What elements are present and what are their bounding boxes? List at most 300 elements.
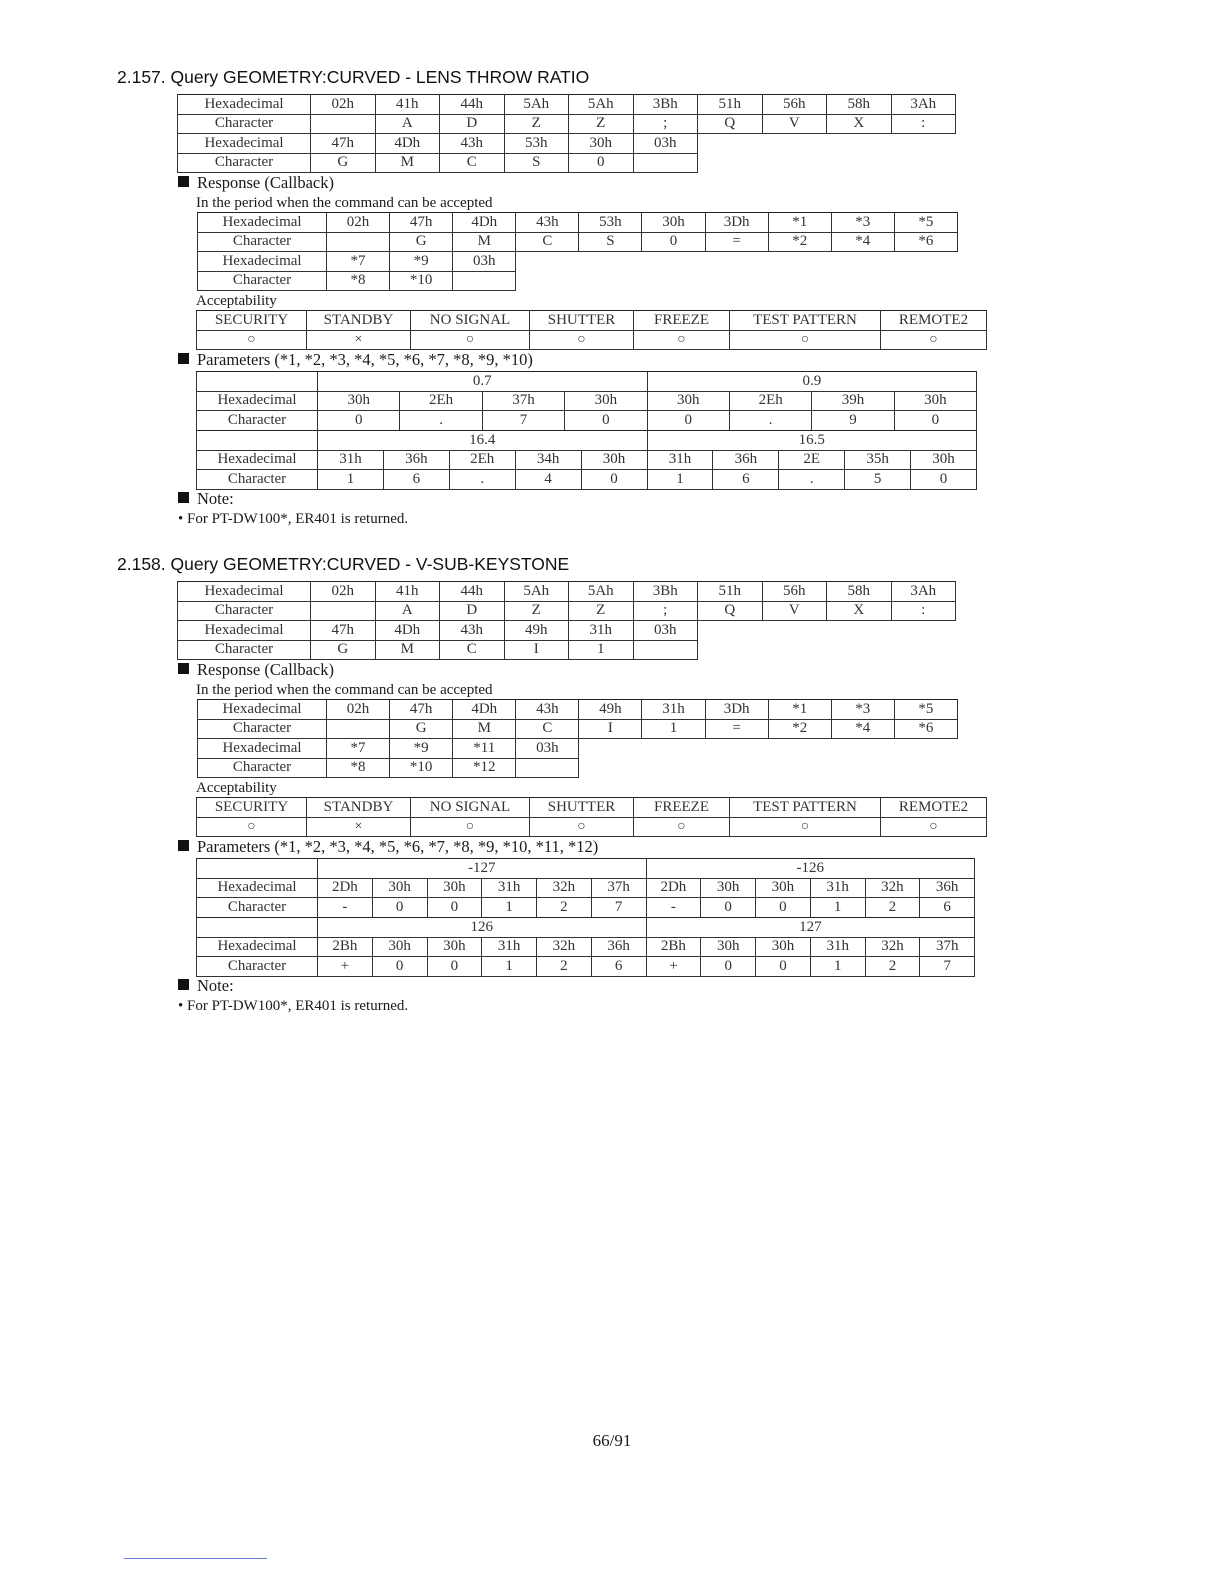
acceptability-table xyxy=(196,310,987,350)
char-cell: C xyxy=(516,719,579,739)
hex-cell: 47h xyxy=(311,621,376,641)
char-cell: Q xyxy=(698,601,763,621)
parameters-heading xyxy=(178,837,598,857)
command-table xyxy=(177,581,956,660)
hex-cell: *5 xyxy=(894,700,957,720)
char-cell: I xyxy=(504,640,569,660)
acceptability-header: SHUTTER xyxy=(530,798,634,818)
char-cell: G xyxy=(390,719,453,739)
char-cell: *4 xyxy=(831,719,894,739)
char-label: Character xyxy=(197,470,318,490)
char-cell: 0 xyxy=(581,470,647,490)
acceptability-header: STANDBY xyxy=(307,798,411,818)
char-cell: C xyxy=(516,232,579,252)
char-cell: Z xyxy=(504,114,569,134)
char-cell: S xyxy=(579,232,642,252)
acceptability-header: FREEZE xyxy=(634,311,730,331)
char-label: Character xyxy=(198,719,327,739)
char-cell: 0 xyxy=(642,232,705,252)
char-cell: 0 xyxy=(427,898,482,918)
hex-cell: 56h xyxy=(762,95,827,115)
hex-cell: 30h xyxy=(372,937,427,957)
hex-cell: 30h xyxy=(647,391,729,411)
char-cell: *2 xyxy=(768,232,831,252)
hex-cell: 58h xyxy=(827,95,892,115)
hex-cell: 5Ah xyxy=(569,582,634,602)
hex-cell: 37h xyxy=(482,391,564,411)
response-heading xyxy=(178,173,334,193)
bullet-square-icon xyxy=(178,353,189,364)
acceptability-value: ○ xyxy=(730,330,881,350)
note-text: • For PT-DW100*, ER401 is returned. xyxy=(178,511,409,527)
empty-cell xyxy=(698,640,956,660)
char-cell: G xyxy=(311,640,376,660)
acceptability-value: ○ xyxy=(881,330,987,350)
hex-cell: 31h xyxy=(810,878,865,898)
char-cell: X xyxy=(827,114,892,134)
response-title: Response (Callback) xyxy=(197,173,335,192)
hex-cell: *3 xyxy=(831,213,894,233)
acceptability-header: NO SIGNAL xyxy=(411,798,530,818)
hex-cell: 02h xyxy=(327,213,390,233)
hex-cell: 2Dh xyxy=(646,878,701,898)
hex-cell: 32h xyxy=(537,937,592,957)
char-cell: V xyxy=(762,601,827,621)
bullet-square-icon xyxy=(178,840,189,851)
char-cell xyxy=(633,640,698,660)
hex-cell: 34h xyxy=(515,450,581,470)
hex-cell: 03h xyxy=(633,134,698,154)
hex-cell: 41h xyxy=(375,95,440,115)
hex-cell: 03h xyxy=(633,621,698,641)
empty-cell xyxy=(698,134,956,154)
char-cell: 0 xyxy=(756,898,811,918)
hex-cell: *1 xyxy=(768,213,831,233)
hex-cell: 32h xyxy=(537,878,592,898)
acceptability-header: NO SIGNAL xyxy=(411,311,530,331)
hex-cell: *1 xyxy=(768,700,831,720)
acceptability-header: TEST PATTERN xyxy=(730,311,881,331)
char-cell: 0 xyxy=(911,470,977,490)
parameters-table xyxy=(196,858,975,918)
char-cell: *12 xyxy=(453,758,516,778)
char-cell: *8 xyxy=(327,758,390,778)
char-label: Character xyxy=(197,411,318,431)
empty-cell xyxy=(698,621,956,641)
hex-cell: 49h xyxy=(579,700,642,720)
group-spacer xyxy=(197,431,318,451)
hex-cell: 39h xyxy=(812,391,894,411)
hex-label: Hexadecimal xyxy=(197,878,318,898)
group-label: 0.7 xyxy=(318,372,648,392)
hex-cell: 30h xyxy=(642,213,705,233)
char-cell: 2 xyxy=(537,898,592,918)
char-cell: 9 xyxy=(812,411,894,431)
char-cell: G xyxy=(311,153,376,173)
char-cell: S xyxy=(504,153,569,173)
char-cell xyxy=(453,271,516,291)
group-label: 16.5 xyxy=(647,431,977,451)
char-cell: *4 xyxy=(831,232,894,252)
hex-cell: *7 xyxy=(327,739,390,759)
acceptability-value: ○ xyxy=(197,817,307,837)
char-cell: M xyxy=(453,719,516,739)
hex-label: Hexadecimal xyxy=(198,252,327,272)
char-cell: 4 xyxy=(515,470,581,490)
hex-label: Hexadecimal xyxy=(197,937,318,957)
acceptability-value: ○ xyxy=(634,330,730,350)
response-table xyxy=(197,699,958,778)
hex-cell: 3Bh xyxy=(633,95,698,115)
char-cell: 1 xyxy=(647,470,713,490)
char-cell: 5 xyxy=(845,470,911,490)
hex-cell: 36h xyxy=(591,937,646,957)
hex-cell: 47h xyxy=(390,213,453,233)
hex-cell: 30h xyxy=(427,937,482,957)
char-cell: 2 xyxy=(865,898,920,918)
hex-cell: 44h xyxy=(440,95,505,115)
hex-cell: 47h xyxy=(390,700,453,720)
hex-cell: 5Ah xyxy=(569,95,634,115)
hex-cell: *9 xyxy=(390,739,453,759)
char-cell: M xyxy=(375,640,440,660)
acceptability-header: SHUTTER xyxy=(530,311,634,331)
char-cell: *10 xyxy=(390,758,453,778)
char-cell: 2 xyxy=(537,957,592,977)
hex-cell: 31h xyxy=(318,450,384,470)
hex-cell: 03h xyxy=(516,739,579,759)
group-label: 127 xyxy=(646,918,975,938)
char-cell: 0 xyxy=(894,411,976,431)
hex-cell: 30h xyxy=(701,937,756,957)
empty-cell xyxy=(579,739,958,759)
char-cell: . xyxy=(400,411,482,431)
note-text: • For PT-DW100*, ER401 is returned. xyxy=(178,998,409,1014)
char-cell: Z xyxy=(569,601,634,621)
acceptability-header: TEST PATTERN xyxy=(730,798,881,818)
hex-cell: 41h xyxy=(375,582,440,602)
char-cell: . xyxy=(449,470,515,490)
group-label: -126 xyxy=(646,859,975,879)
parameters-heading xyxy=(178,350,533,370)
group-spacer xyxy=(197,372,318,392)
char-cell: A xyxy=(375,601,440,621)
char-cell: 1 xyxy=(810,898,865,918)
group-label: 126 xyxy=(318,918,647,938)
hex-cell: 3Ah xyxy=(891,95,956,115)
hex-cell: 43h xyxy=(440,134,505,154)
response-heading xyxy=(178,660,334,680)
char-cell: G xyxy=(390,232,453,252)
hex-label: Hexadecimal xyxy=(178,582,311,602)
hex-cell: 3Bh xyxy=(633,582,698,602)
section-heading: 2.158. Query GEOMETRY:CURVED - V-SUB-KEYSTONE xyxy=(117,554,570,574)
char-label: Character xyxy=(198,758,327,778)
empty-cell xyxy=(579,758,958,778)
hex-label: Hexadecimal xyxy=(197,450,318,470)
acceptability-header: REMOTE2 xyxy=(881,798,987,818)
hex-cell: 30h xyxy=(911,450,977,470)
char-cell xyxy=(327,719,390,739)
hex-cell: 56h xyxy=(762,582,827,602)
hex-cell: *3 xyxy=(831,700,894,720)
char-cell: + xyxy=(646,957,701,977)
hex-cell: 2Eh xyxy=(400,391,482,411)
char-cell: : xyxy=(891,601,956,621)
hex-cell: 53h xyxy=(504,134,569,154)
char-cell: 2 xyxy=(865,957,920,977)
hex-cell: 30h xyxy=(318,391,400,411)
char-cell: C xyxy=(440,640,505,660)
char-cell: M xyxy=(453,232,516,252)
hex-label: Hexadecimal xyxy=(198,700,327,720)
hex-cell: 43h xyxy=(440,621,505,641)
char-cell: 1 xyxy=(482,898,537,918)
char-cell: 0 xyxy=(701,957,756,977)
char-cell xyxy=(327,232,390,252)
empty-cell xyxy=(698,153,956,173)
char-cell: D xyxy=(440,114,505,134)
hex-cell: 32h xyxy=(865,937,920,957)
parameters-table xyxy=(196,430,977,490)
char-cell: M xyxy=(375,153,440,173)
char-cell: = xyxy=(705,719,768,739)
char-cell: I xyxy=(579,719,642,739)
hex-cell: 30h xyxy=(581,450,647,470)
response-title: Response (Callback) xyxy=(197,660,335,679)
hex-cell: 02h xyxy=(311,582,376,602)
hex-cell: 30h xyxy=(756,937,811,957)
hex-cell: 3Ah xyxy=(891,582,956,602)
acceptability-label: Acceptability xyxy=(196,293,277,309)
acceptability-header: FREEZE xyxy=(634,798,730,818)
footer-rule xyxy=(124,1558,267,1559)
acceptability-label: Acceptability xyxy=(196,780,277,796)
note-heading xyxy=(178,976,234,996)
response-note: In the period when the command can be accepted xyxy=(196,195,493,211)
response-note: In the period when the command can be accepted xyxy=(196,682,493,698)
char-cell: C xyxy=(440,153,505,173)
hex-cell: 31h xyxy=(482,878,537,898)
acceptability-value: × xyxy=(307,817,411,837)
char-cell: A xyxy=(375,114,440,134)
hex-cell: 31h xyxy=(482,937,537,957)
acceptability-header: REMOTE2 xyxy=(881,311,987,331)
char-cell: *10 xyxy=(390,271,453,291)
hex-cell: 2Eh xyxy=(729,391,811,411)
parameters-title: Parameters (*1, *2, *3, *4, *5, *6, *7, *8, *9, *10, *11, *12) xyxy=(197,837,599,856)
char-cell: 0 xyxy=(756,957,811,977)
hex-cell: 30h xyxy=(569,134,634,154)
acceptability-value: ○ xyxy=(411,330,530,350)
char-cell: *6 xyxy=(894,719,957,739)
note-title: Note: xyxy=(197,489,234,508)
hex-cell: 3Dh xyxy=(705,700,768,720)
char-cell: V xyxy=(762,114,827,134)
char-cell: *2 xyxy=(768,719,831,739)
hex-cell: 35h xyxy=(845,450,911,470)
char-cell: 6 xyxy=(591,957,646,977)
bullet-square-icon xyxy=(178,176,189,187)
char-cell: 0 xyxy=(565,411,647,431)
hex-label: Hexadecimal xyxy=(198,213,327,233)
char-cell: 7 xyxy=(920,957,975,977)
char-cell: ; xyxy=(633,601,698,621)
hex-cell: 44h xyxy=(440,582,505,602)
hex-cell: 4Dh xyxy=(453,700,516,720)
hex-cell: 5Ah xyxy=(504,95,569,115)
char-cell: 0 xyxy=(372,898,427,918)
hex-cell: 49h xyxy=(504,621,569,641)
char-cell: 0 xyxy=(372,957,427,977)
char-cell: 6 xyxy=(713,470,779,490)
hex-cell: 30h xyxy=(427,878,482,898)
hex-cell: *9 xyxy=(390,252,453,272)
hex-cell: 02h xyxy=(327,700,390,720)
hex-cell: 03h xyxy=(453,252,516,272)
hex-cell: 43h xyxy=(516,213,579,233)
char-label: Character xyxy=(178,114,311,134)
parameters-table xyxy=(196,371,977,431)
hex-cell: 30h xyxy=(372,878,427,898)
char-label: Character xyxy=(178,640,311,660)
acceptability-value: ○ xyxy=(530,817,634,837)
note-heading xyxy=(178,489,234,509)
hex-cell: 51h xyxy=(698,95,763,115)
char-cell: = xyxy=(705,232,768,252)
group-label: -127 xyxy=(318,859,647,879)
hex-cell: 51h xyxy=(698,582,763,602)
hex-cell: *5 xyxy=(894,213,957,233)
char-cell: 0 xyxy=(318,411,400,431)
char-cell: 7 xyxy=(482,411,564,431)
char-cell: 6 xyxy=(920,898,975,918)
hex-cell: 36h xyxy=(713,450,779,470)
hex-cell: 30h xyxy=(756,878,811,898)
char-cell: 0 xyxy=(569,153,634,173)
char-cell: 1 xyxy=(318,470,384,490)
hex-cell: 47h xyxy=(311,134,376,154)
char-label: Character xyxy=(198,271,327,291)
char-cell: Z xyxy=(504,601,569,621)
empty-cell xyxy=(516,252,958,272)
hex-cell: 31h xyxy=(642,700,705,720)
hex-cell: 58h xyxy=(827,582,892,602)
hex-cell: *11 xyxy=(453,739,516,759)
hex-cell: *7 xyxy=(327,252,390,272)
acceptability-value: ○ xyxy=(881,817,987,837)
bullet-square-icon xyxy=(178,663,189,674)
acceptability-value: ○ xyxy=(530,330,634,350)
char-cell: 7 xyxy=(591,898,646,918)
char-cell: X xyxy=(827,601,892,621)
char-label: Character xyxy=(178,601,311,621)
hex-cell: 5Ah xyxy=(504,582,569,602)
acceptability-header: STANDBY xyxy=(307,311,411,331)
char-cell: . xyxy=(729,411,811,431)
hex-cell: 36h xyxy=(920,878,975,898)
char-cell xyxy=(311,601,376,621)
char-cell: 0 xyxy=(701,898,756,918)
char-cell: *6 xyxy=(894,232,957,252)
bullet-square-icon xyxy=(178,492,189,503)
hex-cell: 2Eh xyxy=(449,450,515,470)
page-number: 66/91 xyxy=(592,1431,632,1450)
hex-label: Hexadecimal xyxy=(198,739,327,759)
hex-cell: 30h xyxy=(894,391,976,411)
hex-cell: 02h xyxy=(311,95,376,115)
char-cell: 0 xyxy=(427,957,482,977)
hex-cell: 30h xyxy=(565,391,647,411)
parameters-table xyxy=(196,917,975,977)
hex-label: Hexadecimal xyxy=(197,391,318,411)
hex-cell: 31h xyxy=(810,937,865,957)
hex-cell: 53h xyxy=(579,213,642,233)
char-cell: . xyxy=(779,470,845,490)
hex-cell: 36h xyxy=(383,450,449,470)
group-spacer xyxy=(197,859,318,879)
hex-cell: 4Dh xyxy=(375,621,440,641)
char-cell: : xyxy=(891,114,956,134)
char-cell: D xyxy=(440,601,505,621)
char-label: Character xyxy=(198,232,327,252)
acceptability-table xyxy=(196,797,987,837)
hex-cell: 4Dh xyxy=(375,134,440,154)
hex-label: Hexadecimal xyxy=(178,134,311,154)
char-cell: ; xyxy=(633,114,698,134)
acceptability-value: ○ xyxy=(634,817,730,837)
acceptability-value: ○ xyxy=(411,817,530,837)
hex-cell: 31h xyxy=(647,450,713,470)
parameters-title: Parameters (*1, *2, *3, *4, *5, *6, *7, *8, *9, *10) xyxy=(197,350,533,369)
section-heading: 2.157. Query GEOMETRY:CURVED - LENS THROW RATIO xyxy=(117,67,590,87)
hex-cell: 37h xyxy=(920,937,975,957)
char-cell xyxy=(516,758,579,778)
empty-cell xyxy=(516,271,958,291)
char-cell: *8 xyxy=(327,271,390,291)
char-cell: Q xyxy=(698,114,763,134)
hex-cell: 37h xyxy=(591,878,646,898)
acceptability-header: SECURITY xyxy=(197,798,307,818)
char-cell: 1 xyxy=(569,640,634,660)
hex-cell: 2E xyxy=(779,450,845,470)
char-cell xyxy=(311,114,376,134)
char-label: Character xyxy=(197,898,318,918)
hex-cell: 43h xyxy=(516,700,579,720)
hex-cell: 2Bh xyxy=(646,937,701,957)
char-cell: + xyxy=(318,957,373,977)
char-cell: 1 xyxy=(642,719,705,739)
acceptability-header: SECURITY xyxy=(197,311,307,331)
char-cell xyxy=(633,153,698,173)
hex-label: Hexadecimal xyxy=(178,621,311,641)
hex-cell: 3Dh xyxy=(705,213,768,233)
char-label: Character xyxy=(178,153,311,173)
char-label: Character xyxy=(197,957,318,977)
char-cell: 6 xyxy=(383,470,449,490)
hex-cell: 2Dh xyxy=(318,878,373,898)
bullet-square-icon xyxy=(178,979,189,990)
group-spacer xyxy=(197,918,318,938)
group-label: 16.4 xyxy=(318,431,648,451)
note-title: Note: xyxy=(197,976,234,995)
acceptability-value: ○ xyxy=(197,330,307,350)
char-cell: - xyxy=(646,898,701,918)
hex-cell: 30h xyxy=(701,878,756,898)
hex-cell: 31h xyxy=(569,621,634,641)
hex-label: Hexadecimal xyxy=(178,95,311,115)
response-table xyxy=(197,212,958,291)
